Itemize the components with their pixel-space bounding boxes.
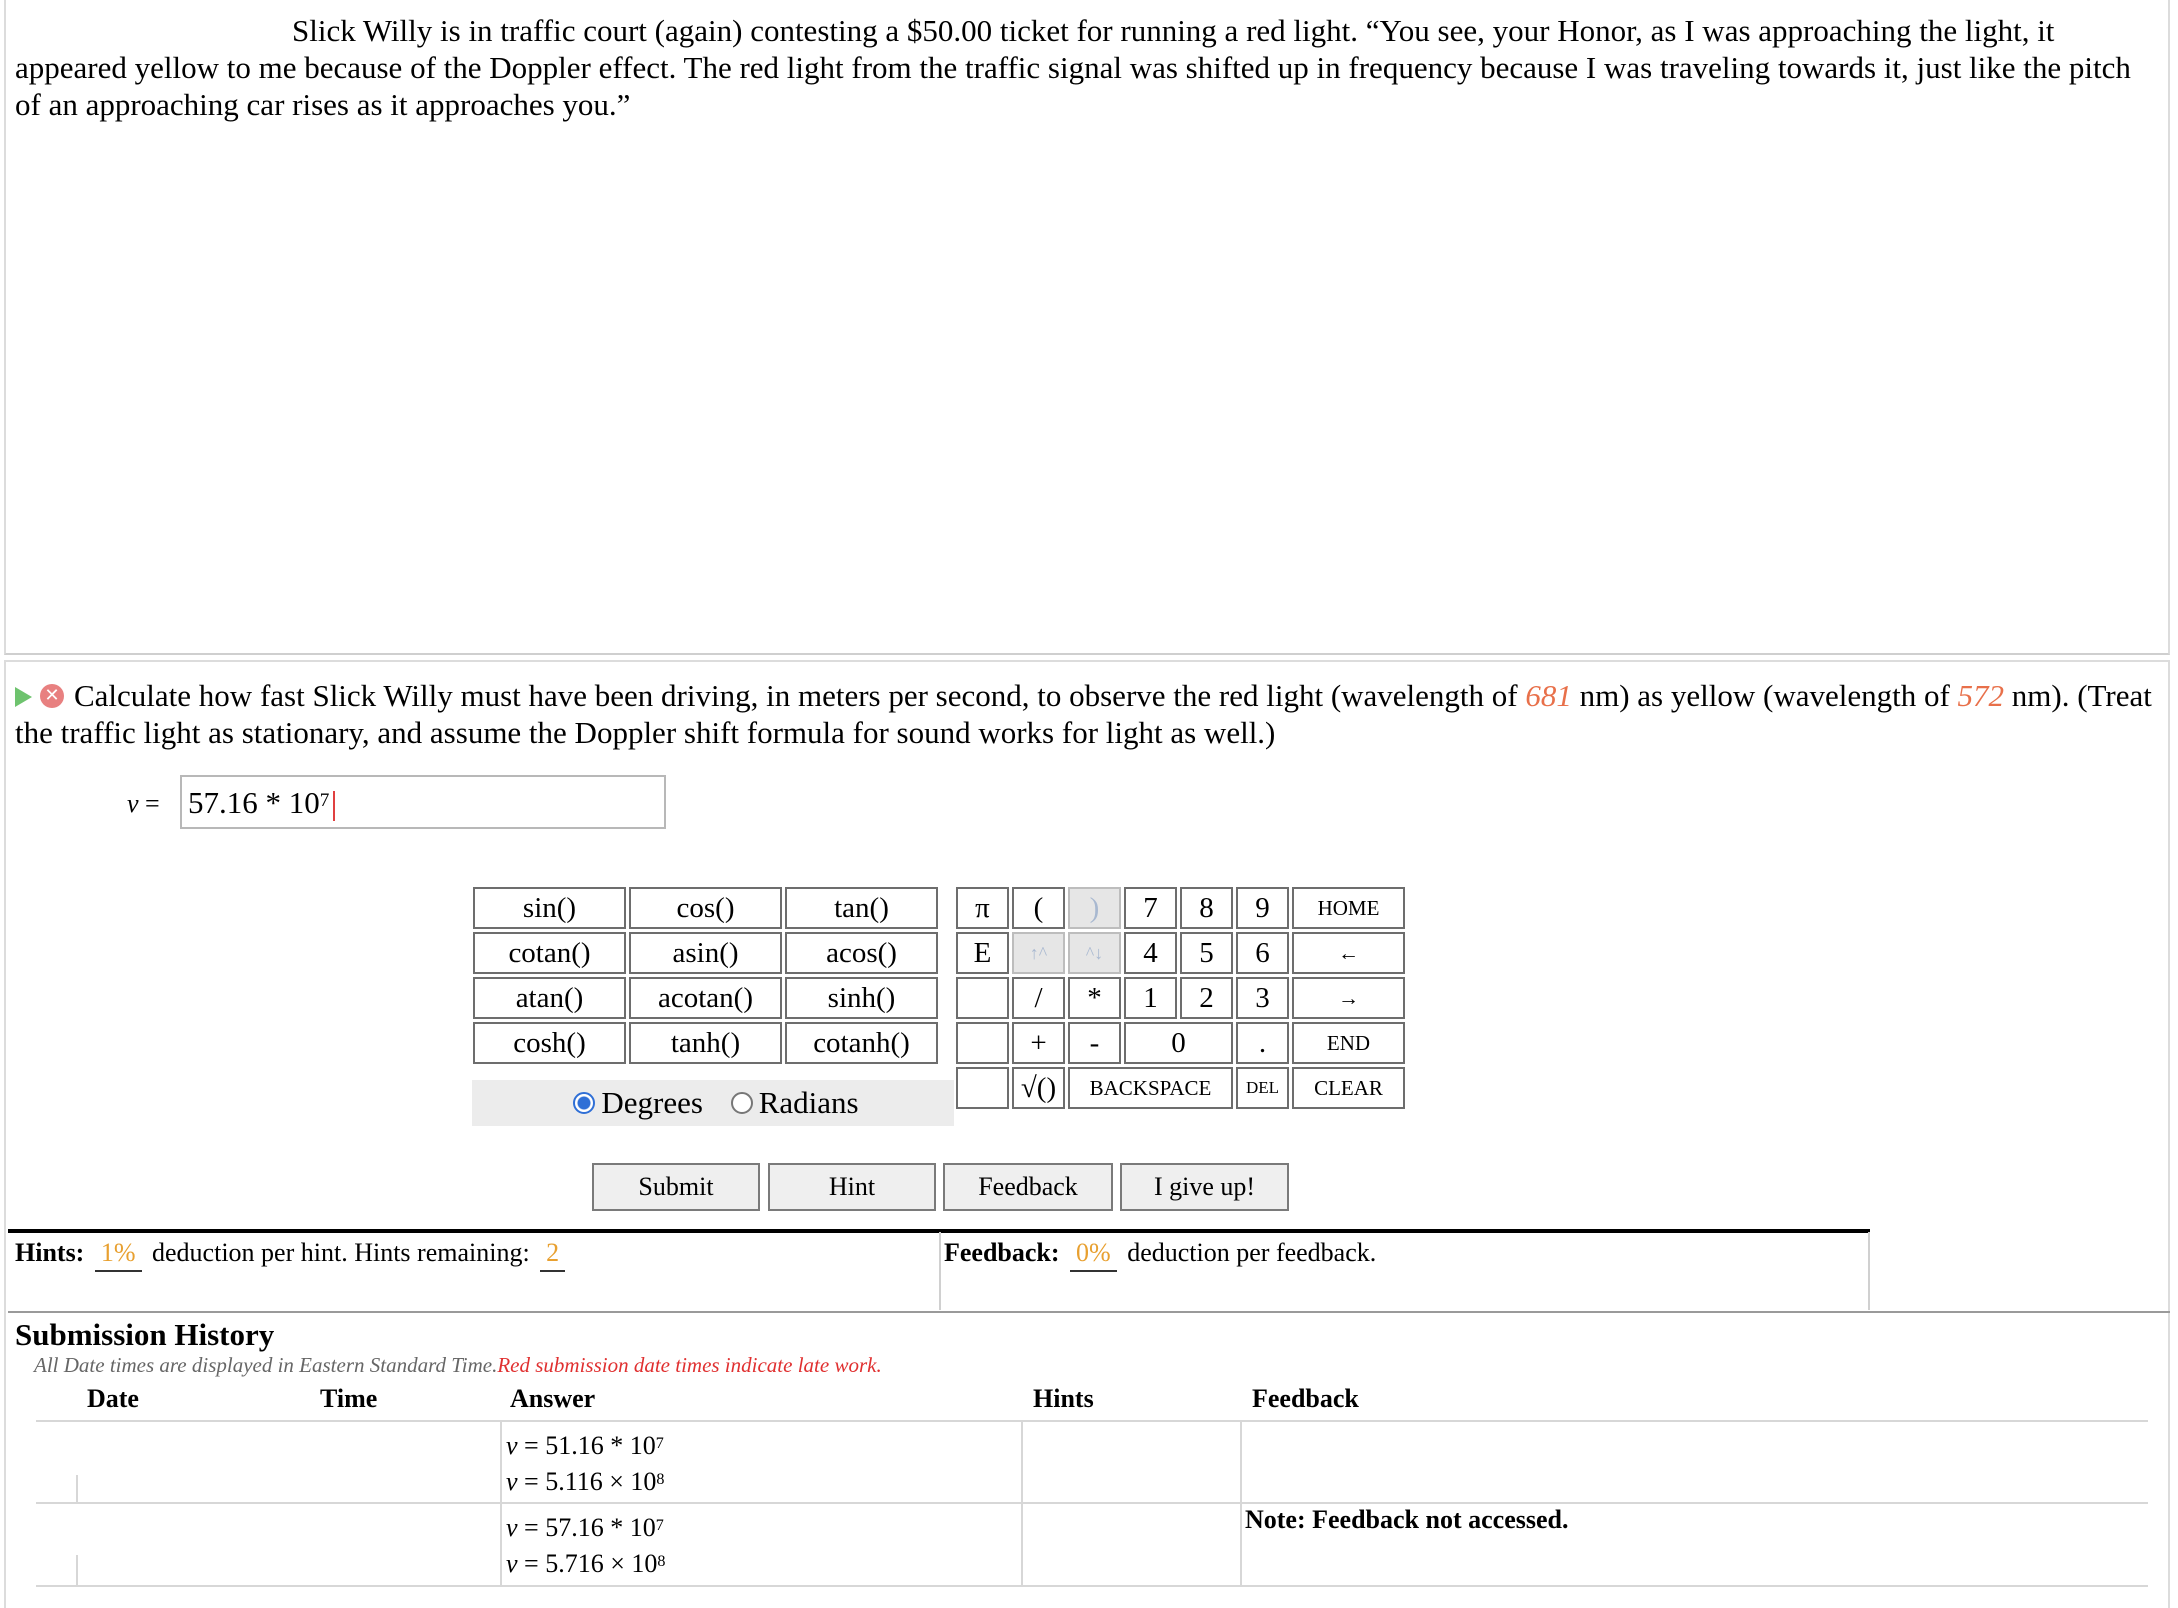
feedback-button[interactable]: Feedback <box>943 1163 1113 1211</box>
degrees-radio[interactable] <box>573 1092 595 1114</box>
equals-sign: = <box>517 1467 546 1496</box>
give-up-button[interactable]: I give up! <box>1120 1163 1289 1211</box>
key-8[interactable]: 8 <box>1180 887 1233 929</box>
key-acotan[interactable]: acotan() <box>629 977 782 1019</box>
key-cotanh[interactable]: cotanh() <box>785 1022 938 1064</box>
function-keypad <box>470 884 941 1067</box>
column-rule <box>1240 1422 1242 1585</box>
key-divide[interactable]: / <box>1012 977 1065 1019</box>
key-tanh[interactable]: tanh() <box>629 1022 782 1064</box>
evaluated-exponent: 8 <box>656 1471 665 1488</box>
table-row <box>506 1428 664 1500</box>
hints-label: Hints: <box>15 1238 85 1267</box>
key-sinh[interactable]: sinh() <box>785 977 938 1019</box>
table-row-rule <box>36 1585 2148 1587</box>
key-0[interactable]: 0 <box>1124 1022 1233 1064</box>
key-6[interactable]: 6 <box>1236 932 1289 974</box>
entered-exponent: 7 <box>655 1435 664 1452</box>
equals-sign: = <box>517 1431 546 1460</box>
entered-answer <box>506 1510 665 1546</box>
key-acos[interactable]: acos() <box>785 932 938 974</box>
problem-statement: Slick Willy is in traffic court (again) contesting a $50.00 ticket for running a red light. “You see, your Honor, as I was approaching the light, it appeared yellow to me because of the Doppler effect. The red light from the traffic signal was shifted up in frequency because I was traveling towards it, just like the pitch of an approaching car rises as it approaches you.” <box>15 13 2131 122</box>
key-4[interactable]: 4 <box>1124 932 1177 974</box>
key-open-paren[interactable]: ( <box>1012 887 1065 929</box>
question-text-a: Calculate how fast Slick Willy must have been driving, in meters per second, to observe the red light (wavelength of <box>74 678 1526 713</box>
question-text <box>15 677 2155 751</box>
key-home[interactable]: HOME <box>1292 887 1405 929</box>
column-rule <box>1021 1422 1023 1585</box>
hints-remaining: 2 <box>540 1236 565 1272</box>
expand-triangle-icon[interactable] <box>15 687 32 707</box>
feedback-label: Feedback: <box>944 1238 1060 1267</box>
key-asin[interactable]: asin() <box>629 932 782 974</box>
angle-mode-selector <box>472 1080 954 1126</box>
key-backspace[interactable]: BACKSPACE <box>1068 1067 1233 1109</box>
column-header-date: Date <box>87 1384 139 1413</box>
numeric-keypad <box>953 884 1408 1112</box>
column-header-feedback: Feedback <box>1252 1384 1359 1413</box>
evaluated-answer <box>506 1464 664 1500</box>
degrees-label: Degrees <box>601 1085 703 1120</box>
key-superscript-down[interactable]: ^↓ <box>1068 932 1121 974</box>
table-row <box>506 1510 665 1582</box>
key-blank <box>956 1022 1009 1064</box>
equals-sign: = <box>517 1513 546 1542</box>
wavelength-red-param: 681 <box>1525 678 1572 713</box>
variable-name: v <box>506 1431 518 1460</box>
key-right-arrow[interactable]: → <box>1292 977 1405 1019</box>
hint-deduction: 1% <box>95 1236 142 1272</box>
key-left-arrow[interactable]: ← <box>1292 932 1405 974</box>
column-header-hints: Hints <box>1033 1384 1094 1413</box>
submit-button[interactable]: Submit <box>592 1163 760 1211</box>
feedback-deduction: 0% <box>1070 1236 1117 1272</box>
question-text-b: nm) as yellow (wavelength of <box>1571 678 1958 713</box>
entered-exponent: 7 <box>655 1517 664 1534</box>
divider <box>939 1232 941 1310</box>
key-end[interactable]: END <box>1292 1022 1405 1064</box>
table-header-rule <box>36 1420 2148 1422</box>
equals-sign: = <box>517 1549 546 1578</box>
key-pi[interactable]: π <box>956 887 1009 929</box>
timezone-note <box>34 1353 882 1378</box>
key-cos[interactable]: cos() <box>629 887 782 929</box>
column-rule <box>76 1475 78 1502</box>
evaluated-base: 5.116 × 10 <box>545 1467 657 1496</box>
evaluated-base: 5.716 × 10 <box>545 1549 658 1578</box>
key-dot[interactable]: . <box>1236 1022 1289 1064</box>
key-plus[interactable]: + <box>1012 1022 1065 1064</box>
feedback-info <box>944 1236 1376 1272</box>
evaluated-exponent: 8 <box>657 1553 666 1570</box>
column-header-time: Time <box>320 1384 378 1413</box>
variable-name: v <box>506 1513 518 1542</box>
key-7[interactable]: 7 <box>1124 887 1177 929</box>
key-superscript-up[interactable]: ↑^ <box>1012 932 1065 974</box>
key-blank <box>956 977 1009 1019</box>
key-tan[interactable]: tan() <box>785 887 938 929</box>
column-rule <box>500 1422 502 1585</box>
question-text-c: nm). (Treat the traffic light as stationary, and assume the Doppler shift formula for sound works for light as well.) <box>15 678 2152 750</box>
key-1[interactable]: 1 <box>1124 977 1177 1019</box>
evaluated-answer <box>506 1546 665 1582</box>
key-3[interactable]: 3 <box>1236 977 1289 1019</box>
key-minus[interactable]: - <box>1068 1022 1121 1064</box>
key-2[interactable]: 2 <box>1180 977 1233 1019</box>
key-close-paren[interactable]: ) <box>1068 887 1121 929</box>
hints-text: deduction per hint. Hints remaining: <box>152 1238 530 1267</box>
key-cotan[interactable]: cotan() <box>473 932 626 974</box>
hint-button[interactable]: Hint <box>768 1163 936 1211</box>
key-del[interactable]: DEL <box>1236 1067 1289 1109</box>
feedback-text: deduction per feedback. <box>1127 1238 1377 1267</box>
text-cursor <box>333 791 335 821</box>
key-5[interactable]: 5 <box>1180 932 1233 974</box>
column-rule <box>76 1555 78 1585</box>
key-e[interactable]: E <box>956 932 1009 974</box>
answer-variable-label <box>127 789 160 819</box>
column-header-answer: Answer <box>510 1384 596 1413</box>
hints-info <box>15 1236 569 1272</box>
wavelength-yellow-param: 572 <box>1957 678 2005 713</box>
key-atan[interactable]: atan() <box>473 977 626 1019</box>
entered-answer <box>506 1428 664 1464</box>
divider <box>8 1311 2170 1313</box>
entered-base: 51.16 * 10 <box>545 1431 656 1460</box>
radians-label: Radians <box>758 1085 859 1120</box>
table-row-rule <box>36 1502 2148 1504</box>
radians-radio[interactable] <box>731 1092 753 1114</box>
key-clear[interactable]: CLEAR <box>1292 1067 1405 1109</box>
feedback-note: Note: Feedback not accessed. <box>1245 1505 1569 1534</box>
entered-base: 57.16 * 10 <box>545 1513 656 1542</box>
key-blank <box>956 1067 1009 1109</box>
variable-name: v <box>506 1467 518 1496</box>
key-9[interactable]: 9 <box>1236 887 1289 929</box>
variable-name: v <box>127 789 139 818</box>
key-multiply[interactable]: * <box>1068 977 1121 1019</box>
key-sin[interactable]: sin() <box>473 887 626 929</box>
divider <box>1868 1232 1870 1310</box>
answer-exponent: 7 <box>319 790 330 811</box>
answer-base: 57.16 * 10 <box>188 785 320 820</box>
variable-name: v <box>506 1549 518 1578</box>
equals-sign: = <box>138 789 160 818</box>
submission-history-title: Submission History <box>15 1317 275 1352</box>
answer-input[interactable] <box>180 775 666 829</box>
timezone-note-text: All Date times are displayed in Eastern Standard Time. <box>34 1353 498 1377</box>
incorrect-x-icon: ✕ <box>40 684 64 708</box>
key-cosh[interactable]: cosh() <box>473 1022 626 1064</box>
late-work-note: Red submission date times indicate late work. <box>497 1353 882 1377</box>
key-sqrt[interactable]: √() <box>1012 1067 1065 1109</box>
